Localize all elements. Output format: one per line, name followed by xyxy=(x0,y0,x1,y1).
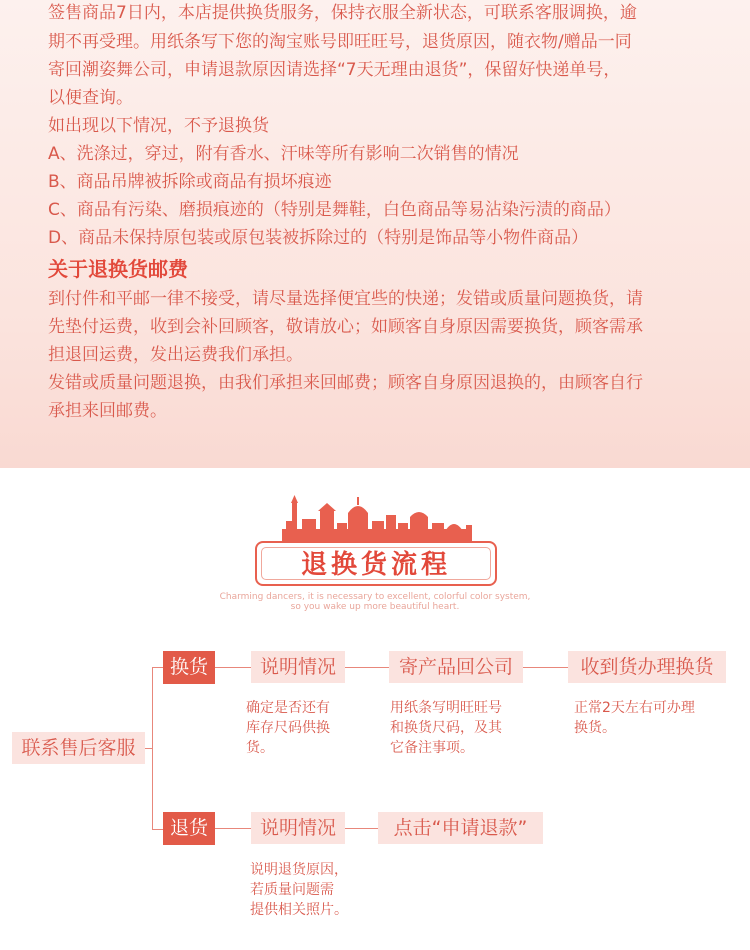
policy-text-line: 期不再受理。用纸条写下您的淘宝账号即旺旺号，退货原因，随衣物/赠品一同 xyxy=(48,32,632,52)
refund-note-line: 若质量问题需 xyxy=(250,882,334,898)
exchange-note-line: 正常2天左右可办理 xyxy=(574,700,695,716)
refund-step-explain: 说明情况 xyxy=(251,812,345,844)
connector-line xyxy=(152,667,163,668)
exchange-note-line: 库存尺码供换 xyxy=(246,720,330,736)
shipping-text-line: 担退回运费，发出运费我们承担。 xyxy=(48,345,303,365)
shipping-text-line: 到付件和平邮一律不接受，请尽量选择便宜些的快递；发错或质量问题换货，请 xyxy=(48,289,643,309)
policy-exclusion-item: B、商品吊牌被拆除或商品有损坏痕迹 xyxy=(48,172,332,192)
policy-exclusion-item: D、商品未保持原包装或原包装被拆除过的（特别是饰品等小物件商品） xyxy=(48,228,589,248)
shipping-text-line: 先垫付运费，收到会补回顾客，敬请放心；如顾客自身原因需要换货，顾客需承 xyxy=(48,317,643,337)
connector-line xyxy=(145,748,152,749)
exchange-note-line: 货。 xyxy=(246,740,274,756)
shipping-text-line: 承担来回邮费。 xyxy=(48,401,167,421)
return-policy-section xyxy=(0,0,750,468)
exchange-step-process: 收到货办理换货 xyxy=(568,651,726,683)
shipping-heading: 关于退换货邮费 xyxy=(48,257,188,281)
connector-line xyxy=(215,828,251,829)
exchange-step-explain: 说明情况 xyxy=(251,651,345,683)
skyline-illustration xyxy=(282,495,472,543)
exchange-note-line: 确定是否还有 xyxy=(246,700,330,716)
policy-text-line: 寄回潮姿舞公司，申请退款原因请选择“7天无理由退货”，保留好快递单号， xyxy=(48,60,621,80)
policy-exclusion-intro: 如出现以下情况，不予退换货 xyxy=(48,116,269,136)
exchange-note-line: 它备注事项。 xyxy=(390,740,474,756)
flow-subtitle-line: so you wake up more beautiful heart. xyxy=(290,602,460,612)
connector-line xyxy=(152,829,163,830)
refund-note-line: 提供相关照片。 xyxy=(250,902,348,918)
flow-title-frame xyxy=(255,541,497,586)
exchange-step-ship-back: 寄产品回公司 xyxy=(389,651,523,683)
shipping-text-line: 发错或质量问题退换，由我们承担来回邮费；顾客自身原因退换的，由顾客自行 xyxy=(48,373,643,393)
flow-subtitle-line: Charming dancers, it is necessary to excellent, colorful color system, xyxy=(219,592,531,602)
refund-step-apply: 点击“申请退款” xyxy=(378,812,543,844)
policy-text-line: 签售商品7日内，本店提供换货服务，保持衣服全新状态，可联系客服调换，逾 xyxy=(48,3,637,23)
exchange-note-line: 用纸条写明旺旺号 xyxy=(390,700,502,716)
refund-label: 退货 xyxy=(163,812,215,845)
connector-line xyxy=(215,667,251,668)
policy-exclusion-item: A、洗涤过，穿过，附有香水、汗味等所有影响二次销售的情况 xyxy=(48,144,519,164)
connector-line xyxy=(523,667,568,668)
connector-line xyxy=(345,667,389,668)
connector-line xyxy=(345,828,378,829)
connector-line xyxy=(152,667,153,830)
policy-exclusion-item: C、商品有污染、磨损痕迹的（特别是舞鞋，白色商品等易沾染污渍的商品） xyxy=(48,200,621,220)
refund-note-line: 说明退货原因， xyxy=(250,862,348,878)
contact-service-node: 联系售后客服 xyxy=(12,732,145,764)
exchange-note-line: 和换货尺码，及其 xyxy=(390,720,502,736)
exchange-note-line: 换货。 xyxy=(574,720,616,736)
flow-title: 退换货流程 xyxy=(300,550,451,580)
policy-text-line: 以便查询。 xyxy=(48,88,133,108)
exchange-label: 换货 xyxy=(163,651,215,684)
